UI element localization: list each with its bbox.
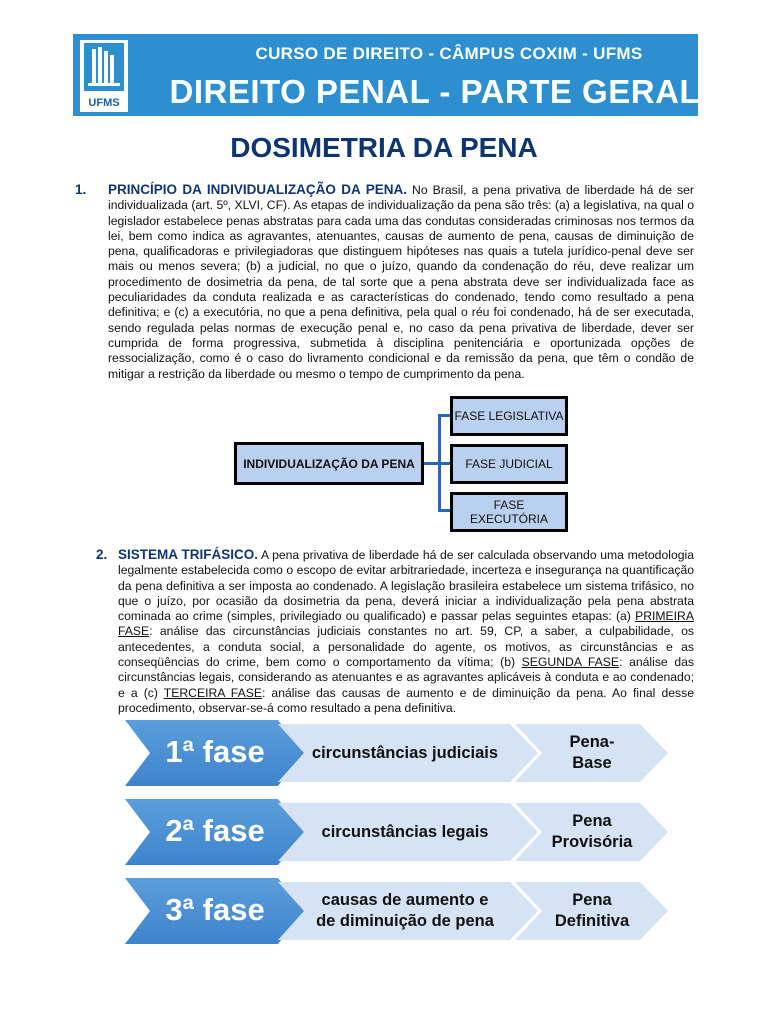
phase-3-result-line-2: Definitiva (554, 912, 630, 930)
phase-3-label: 3ª fase (165, 892, 265, 927)
phase-3-result-line-1: Pena (572, 891, 612, 909)
phase-2-criteria-line-1: circunstâncias legais (321, 822, 489, 841)
diagram-branch-legislativa: FASE LEGISLATIVA (450, 396, 568, 436)
phase-1-result-line-1: Pena- (569, 733, 615, 751)
diagram-branch-executoria: FASE EXECUTÓRIA (450, 492, 568, 532)
phase-3-criteria (300, 882, 510, 940)
diagram-root-box: INDIVIDUALIZAÇÃO DA PENA (234, 442, 424, 485)
diagram-branch-judicial: FASE JUDICIAL (450, 444, 568, 484)
section-2-body-c: : análise das circunstâncias legais, considerando as atenuantes e as agravantes aplicáveis à conduta e ao condenado; e a (c) (118, 655, 694, 700)
section-2-number: 2. (96, 547, 108, 562)
section-2-heading: SISTEMA TRIFÁSICO. (118, 547, 259, 562)
course-title: DIREITO PENAL - PARTE GERAL II (169, 73, 729, 110)
phase-2-result-line-2: Provisória (551, 833, 633, 851)
section-1-number: 1. (75, 182, 87, 197)
document-title: DOSIMETRIA DA PENA (230, 132, 538, 163)
section-1-heading: PRINCÍPIO DA INDIVIDUALIZAÇÃO DA PENA. (108, 182, 407, 197)
term-primeira-fase: PRIMEIRA FASE (118, 609, 694, 639)
section-2-body-a: A pena privativa de liberdade há de ser calculada observando uma metodologia legalmente estabelecida como o escopo de evitar arbitrariedade, incerteza e insegurança na quantificação da pena definitiva a ser imposta ao condenado. A legislação brasileira estabelece um sistema trifásico, no que o juízo, por ocasião da dosimetria da pena, deverá iniciar a individualização pela pena abstrata cominada ao crime (simples, privilegiado ou qualificado) e passar pelas seguintes etapas: (a) (118, 548, 694, 624)
phase-2-criteria (300, 803, 510, 861)
course-subtitle: CURSO DE DIREITO - CÂMPUS COXIM - UFMS (255, 44, 643, 63)
phase-1-result-line-2: Base (572, 754, 612, 772)
logo-text: UFMS (88, 97, 120, 109)
phase-3-criteria-line-1: causas de aumento e (321, 891, 489, 909)
phase-2-label: 2ª fase (165, 813, 265, 848)
phase-1-result (540, 724, 644, 782)
term-segunda-fase: SEGUNDA FASE (521, 655, 620, 670)
phase-2-result-line-1: Pena (572, 812, 612, 830)
section-1-body: No Brasil, a pena privativa de liberdade há de ser individualizada (art. 5º, XLVI, CF). As etapas de individualização da pena são três: (a) a legislativa, na qual o legislador estabelece penas abstratas para cada uma das condutas consideradas criminosas nos termos da lei, bem como indica as agravantes, atenuantes, causas de aumento de pena, causas de diminuição de pena, qualificadoras e privilegiadoras que distinguem hipóteses nas quais a tutela jurídico-penal deve ser mais ou menos severa; (b) a judicial, no que o juízo, quando da condenação do réu, deve realizar um procedimento de dosimetria da pena, de tal sorte que a pena abstrata deve ser individualizada face as peculiaridades da conduta realizada e as características do condenado, tendo como resultado a pena definitiva; e (c) a executória, no que a pena definitiva, pela qual o réu foi condenado, há de ser executada, sendo regulada pelas normas de execução penal e, no caso da pena privativa de liberdade, dever ser cumprida de forma progressiva, submetida à disciplina penitenciária e oportunizada opções de ressocialização, como é o caso do livramento condicional e da remissão da pena, que têm o condão de mitigar a restrição da liberdade ou mesmo o tempo de cumprimento da pena. (108, 183, 694, 381)
phase-3-result (540, 882, 644, 940)
phase-1-criteria (300, 724, 510, 782)
phase-1-label: 1ª fase (165, 734, 265, 769)
section-2-body-b: : análise das circunstâncias judiciais constantes no art. 59, CP, a saber, a culpabilidade, os antecedentes, a conduta social, a personalidade do agente, os motivos, as circunstâncias e as conseqüências do crime, bem como o comportamento da vítima; (b) (118, 624, 694, 670)
phase-2-result (540, 803, 644, 861)
term-terceira-fase: TERCEIRA FASE (163, 685, 262, 700)
phase-3-criteria-line-2: de diminuição de pena (316, 912, 494, 930)
section-2-body-d: : análise das causas de aumento e de diminuição da pena. Ao final desse procedimento, observar-se-á como resultado a pena definitiva. (118, 685, 694, 715)
phase-1-criteria-line-1: circunstâncias judiciais (311, 743, 499, 762)
